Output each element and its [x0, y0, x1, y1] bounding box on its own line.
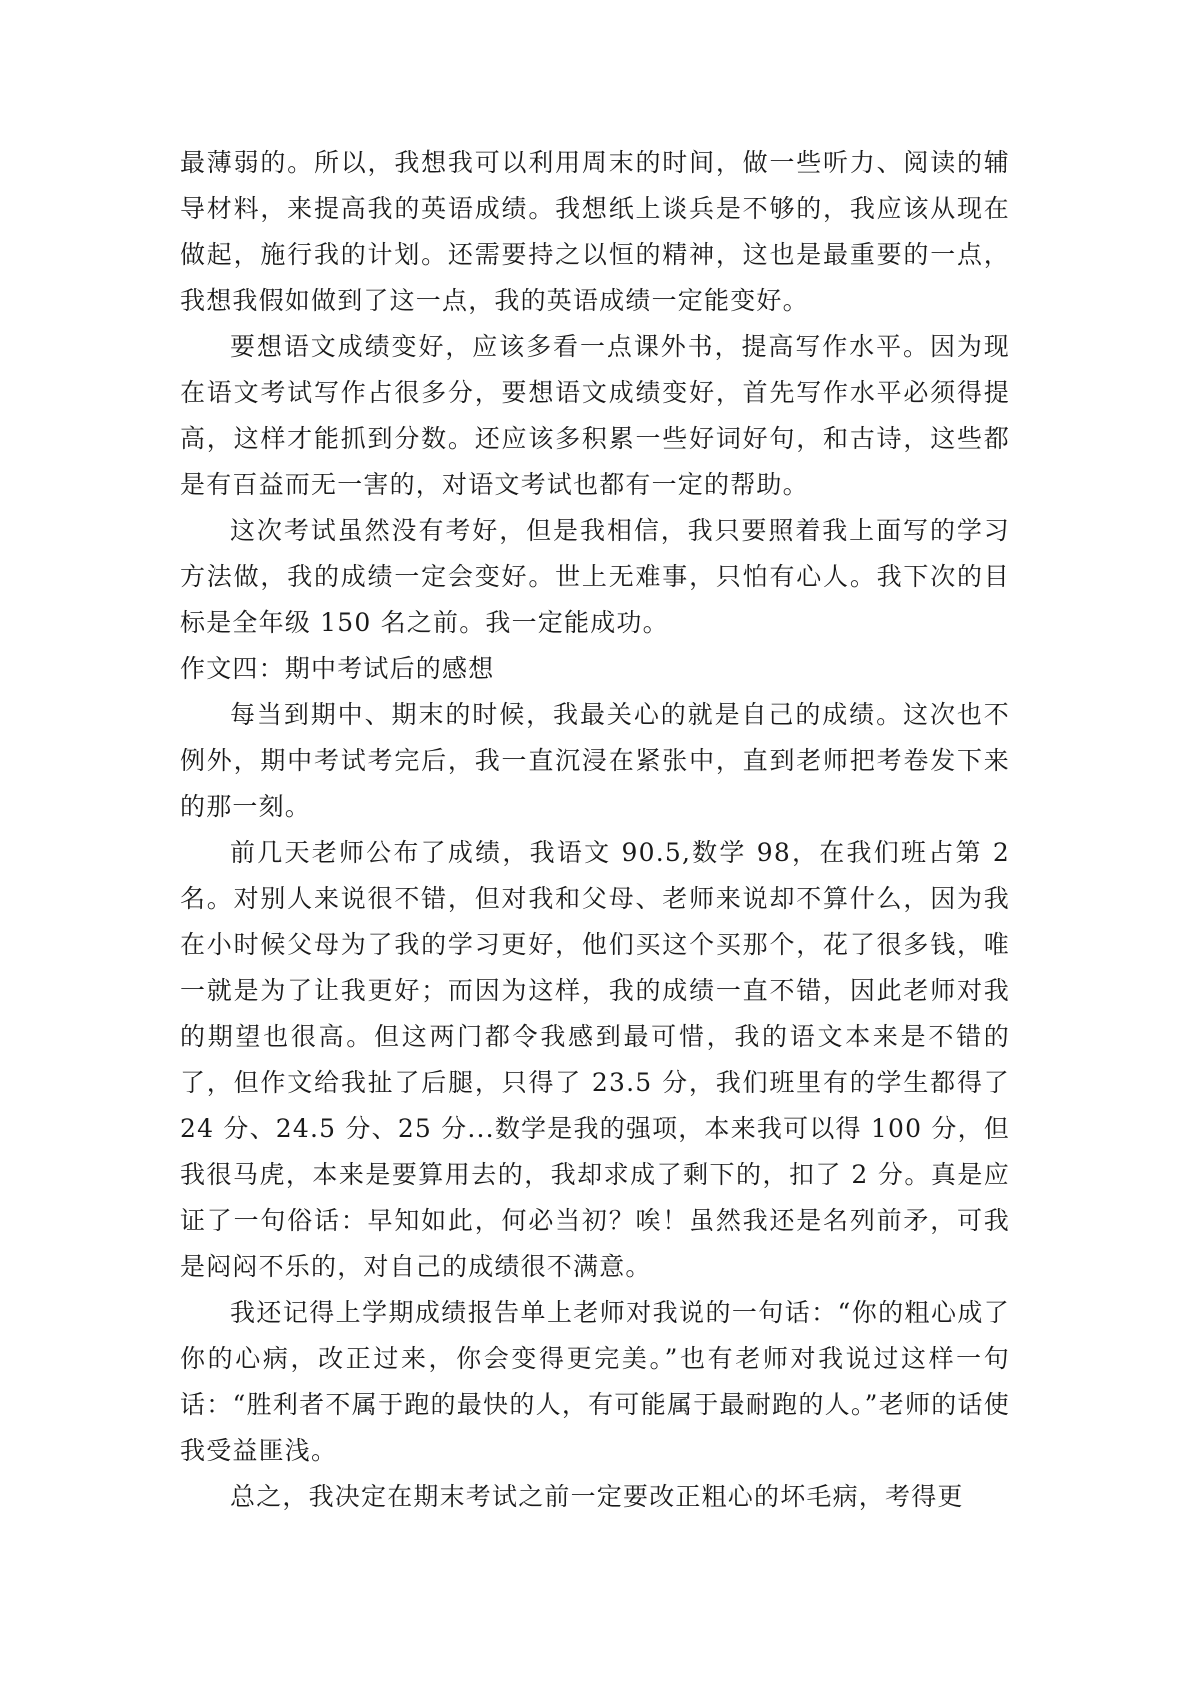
paragraph-goal: 这次考试虽然没有考好，但是我相信，我只要照着我上面写的学习方法做，我的成绩一定会变好。世上无难事，只怕有心人。我下次的目标是全年级 150 名之前。我一定能成功。 [180, 516, 1010, 637]
paragraph-chinese-plan: 要想语文成绩变好，应该多看一点课外书，提高写作水平。因为现在语文考试写作占很多分，要想语文成绩变好，首先写作水平必须得提高，这样才能抓到分数。还应该多积累一些好词好句，和古诗，这些都是有百益而无一害的，对语文考试也都有一定的帮助。 [180, 332, 1010, 499]
paragraph-english-plan: 最薄弱的。所以，我想我可以利用周末的时间，做一些听力、阅读的辅导材料，来提高我的英语成绩。我想纸上谈兵是不够的，我应该从现在做起，施行我的计划。还需要持之以恒的精神，这也是最重要的一点，我想我假如做到了这一点，我的英语成绩一定能变好。 [180, 148, 1010, 315]
paragraph-scores: 前几天老师公布了成绩，我语文 90.5,数学 98，在我们班占第 2 名。对别人来说很不错，但对我和父母、老师来说却不算什么，因为我在小时候父母为了我的学习更好，他们买这个买那个，花了很多钱，唯一就是为了让我更好；而因为这样，我的成绩一直不错，因此老师对我的期望也很高。但这两门都令我感到最可惜，我的语文本来是不错的了，但作文给我扯了后腿，只得了 23.5 分，我们班里有的学生都得了 24 分、24.5 分、25 分...数学是我的强项，本来我可以得 100 分，但我很马虎，本来是要算用去的，我却求成了剩下的，扣了 2 分。真是应证了一句俗话：早知如此，何必当初？唉！虽然我还是名列前矛，可我是闷闷不乐的，对自己的成绩很不满意。 [180, 838, 1010, 1281]
paragraph-teacher-advice: 我还记得上学期成绩报告单上老师对我说的一句话：“你的粗心成了你的心病，改正过来，你会变得更完美。”也有老师对我说过这样一句话：“胜利者不属于跑的最快的人，有可能属于最耐跑的人。”老师的话使我受益匪浅。 [180, 1298, 1010, 1465]
document-body [180, 140, 1010, 1520]
essay-heading: 作文四：期中考试后的感想 [180, 654, 495, 683]
paragraph-exam-anxiety: 每当到期中、期末的时候，我最关心的就是自己的成绩。这次也不例外，期中考试考完后，我一直沉浸在紧张中，直到老师把考卷发下来的那一刻。 [180, 700, 1010, 821]
paragraph-conclusion: 总之，我决定在期末考试之前一定要改正粗心的坏毛病，考得更 [230, 1482, 964, 1511]
